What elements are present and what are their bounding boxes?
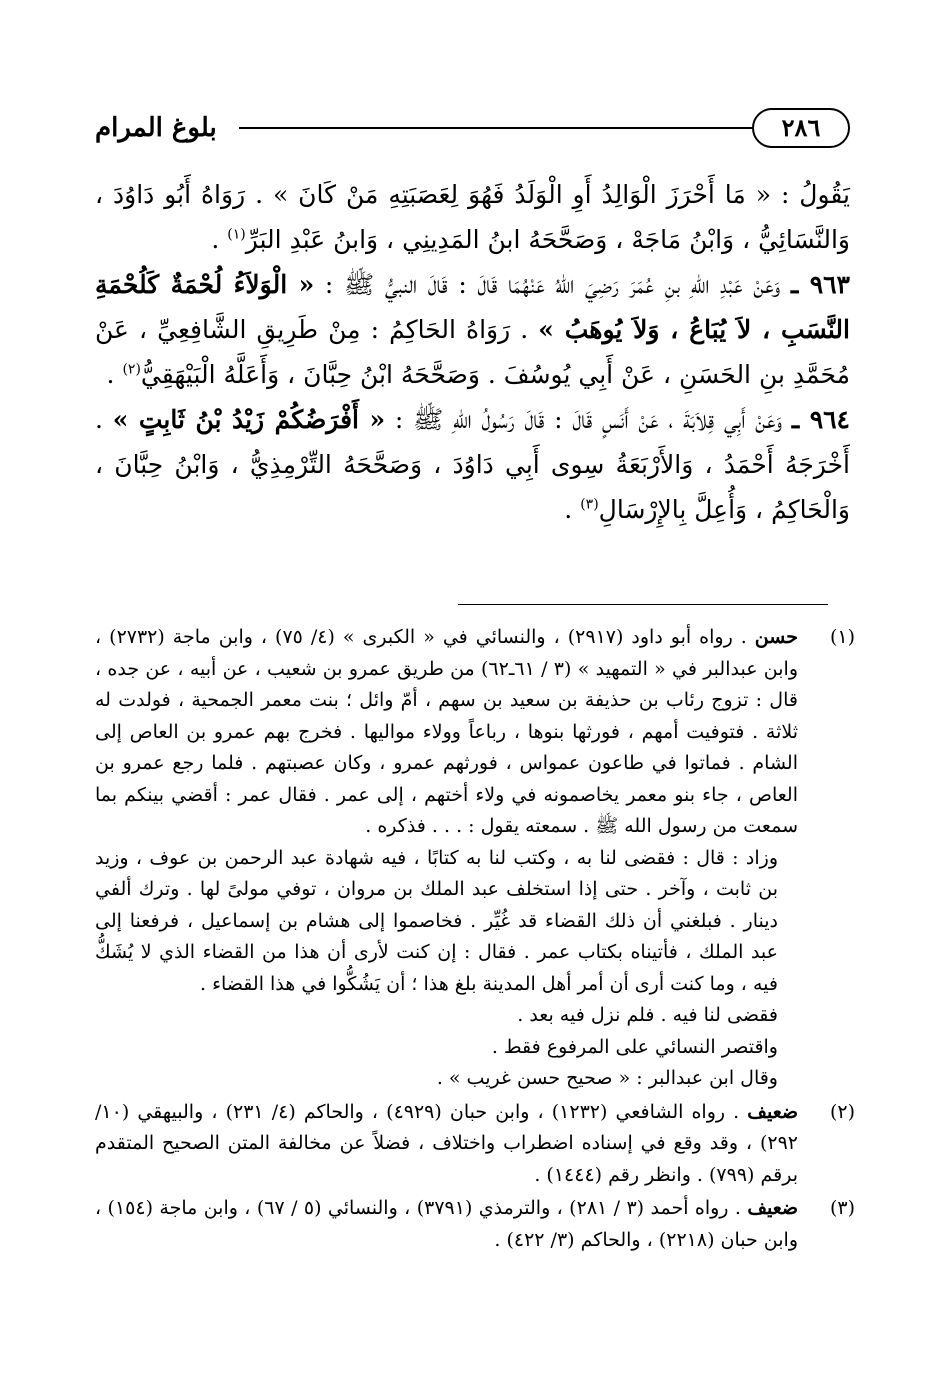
book-title: بلوغ المرام [95,113,217,143]
hadith-964 [95,397,850,532]
text-run: يَقُولُ : « مَا أَحْرَزَ الْوَالِدُ أَوِ الْوَلَدُ فَهُوَ لِعَصَبَتِهِ مَنْ كَانَ » . رَوَاهُ أَبُو دَاوُدَ ، وَالنَّسَائِيُّ ، وَابْنُ مَاجَهْ ، وَصَحَّحَهُ ابنُ المَدِينِي ، وَابنُ عَبْدِ البَرِّ [95,180,850,254]
footnote-number: (١) [829,626,855,648]
text-run: . [211,225,228,254]
text-run: . أَخْرَجَهُ أَحْمَدُ ، وَالأَرْبَعَةُ سِوى أَبِي دَاوُدَ ، وَصَحَّحَهُ التِّرْمِذِيُّ ، وَابْنُ حِبَّانَ ، وَالْحَاكِمُ ، وَأُعِلَّ بِالإِرْسَالِ [95,405,850,524]
hadith-963 [95,262,850,397]
hadith-grade: ضعيف [747,1100,798,1123]
footnote-paragraph [95,622,798,843]
text-run: . رواه أبو داود (٢٩١٧) ، والنسائي في « الكبرى » (٤/ ٧٥) ، وابن ماجة (٢٧٣٢) ، وابن عبدالبر في « التمهيد » (٣ / ٦١ـ٦٢) من طريق عمرو بن شعيب ، عن أبيه ، عن جده ، قال : تزوج رئاب بن حذيفة بن سعيد بن سهم ، أمّ وائل ؛ بنت معمر الجمحية ، فولدت له ثلاثة . فتوفيت أمهم ، فورثها بنوها ، رباعاً وولاء مواليها . فخرج بهم عمرو بن العاص إلى الشام . فماتوا في طاعون عمواس ، فورثهم عمرو ، وكان عصبتهم . فلما رجع عمرو بن العاص ، جاء بنو معمر يخاصمونه في ولاء أختهم ، إلى عمر . فقال عمر : أقضي بينكم بما سمعت من رسول الله ﷺ . سمعته يقول : . . . فذكره . [95,626,799,837]
footnote-2 [95,1097,855,1192]
hadith-grade: حسن [754,626,798,648]
hadith-number: ٩٦٣ ـ [790,270,850,299]
footnote-paragraph [95,1097,798,1192]
text-run: . [564,495,581,524]
footnote-3 [95,1193,855,1256]
text-run: وَعَنْ عَبْدِ اللهِ بنِ عُمَرَ رَضِيَ اللهُ عَنْهُمَا قَالَ : قَالَ النبيُّ ﷺ : [314,270,791,299]
footnote-paragraph: فقضى لنا فيه . فلم نزل فيه بعد . [517,1004,778,1026]
footnote-text [95,1193,798,1256]
footnote-paragraph [95,1193,798,1256]
hadith-grade: ضعيف [747,1197,799,1219]
text-run: . رواه الشافعي (١٢٣٢) ، وابن حبان (٤٩٢٩) ، والحاكم (٤/ ٢٣١) ، والبيهقي (١٠/ ٢٩٢) ، وقد وقع في إسناده اضطراب واختلاف ، فضلاً عن مخالفة المتن الصحيح المتقدم برقم (٧٩٩) . وانظر رقم (١٤٤٤) . [95,1100,798,1186]
text-run: . رَوَاهُ الحَاكِمُ : مِنْ طَرِيقِ الشَّافِعِيِّ ، عَنْ مُحَمَّدِ بنِ الحَسَنِ ، عَنْ أَبِي يُوسُفَ . وَصَحَّحَهُ ابْنُ حِبَّانَ ، وَأَعَلَّهُ الْبَيْهَقِيُّ [95,315,850,389]
header-rule [239,127,754,129]
footnote-separator [458,604,828,605]
footnote-ref: (٢) [122,361,141,378]
footnote-paragraph: وزاد : قال : فقضى لنا به ، وكتب لنا به كتابًا ، فيه شهادة عبد الرحمن بن عوف ، وزيد بن ثابت ، وآخر . حتى إذا استخلف عبد الملك بن مروان ، توفي مولىً لها . وترك ألفي دينار . فبلغني أن ذلك القضاء قد غُيِّر . فخاصموا إلى هشام بن إسماعيل ، فرفعنا إلى عبد الملك ، فأتيناه بكتاب عمر . فقال : إن كنت لأرى أن هذا من القضاء الذي لا يُشَكُّ فيه ، وما كنت أرى أن أمر أهل المدينة بلغ هذا ؛ أن يَشُكُّوا في هذا القضاء . [95,846,778,995]
hadith-matn: « الْوَلاَءُ لُحْمَةٌ كَلُحْمَةِ النَّسَبِ ، لاَ يُبَاعُ ، وَلاَ يُوهَبُ » [95,270,850,344]
text-run: وَعَنْ أَبِي قِلاَبَةَ ، عَنْ أَنَسٍ قَالَ : قَالَ رَسُولُ اللهِ ﷺ : [385,405,792,434]
footnote-ref: (٣) [580,496,599,513]
footnote-paragraph: واقتصر النسائي على المرفوع فقط . [491,1035,778,1058]
hadith-number: ٩٦٤ ـ [791,405,850,434]
footnote-text [95,622,798,1095]
footnote-ref: (١) [227,226,246,243]
page-header [95,100,850,160]
footnote-number: (٢) [829,1100,855,1123]
page-number: ٢٨٦ [752,108,850,148]
text-run: . رواه أحمد (٣ / ٢٨١) ، والترمذي (٣٧٩١) ، والنسائي (٥ / ٦٧) ، وابن ماجة (١٥٤) ، وابن حبان (٢٢١٨) ، والحاكم (٣/ ٤٢٢) . [95,1197,798,1251]
footnote-text [95,1097,798,1192]
footnote-paragraph: وقال ابن عبدالبر : « صحيح حسن غريب » . [436,1067,778,1089]
hadith-matn: « أَفْرَضُكُمْ زَيْدُ بْنُ ثَابِتٍ » [112,405,386,434]
footnote-1 [95,622,855,1095]
footnotes [95,622,855,1258]
text-run: . [106,360,123,389]
footnote-number: (٣) [829,1197,855,1219]
paragraph-continuation [95,172,850,262]
main-text [95,172,850,532]
